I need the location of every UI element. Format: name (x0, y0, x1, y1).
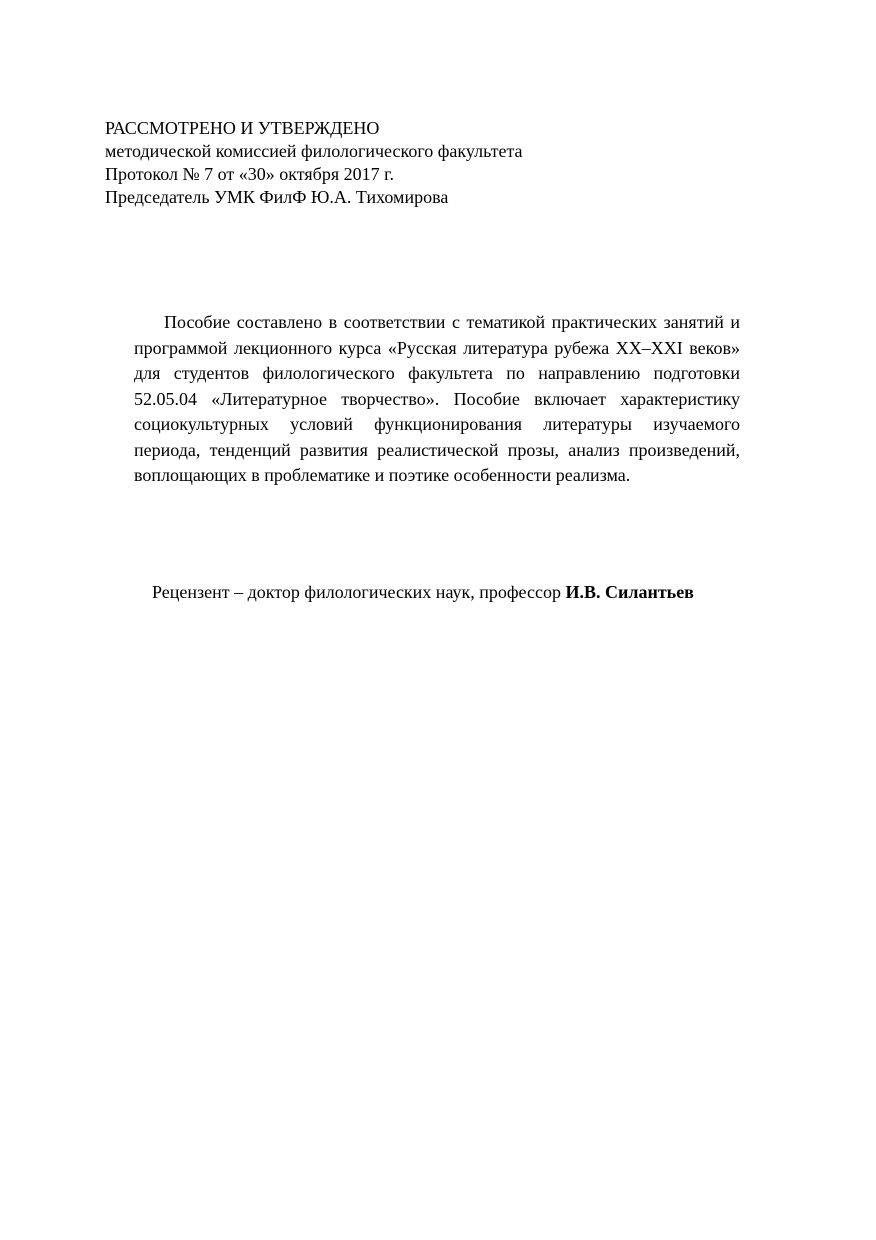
annotation-paragraph: Пособие составлено в соответствии с тематикой практических занятий и программой лекционного курса «Русская литература рубежа XX–XXI веков» для студентов филологического факультета по направлению подготовки 52.05.04 «Литературное творчество». Пособие включает характеристику социокультурных условий функционирования литературы изучаемого периода, тенденций развития реалистической прозы, анализ произведений, воплощающих в проблематике и поэтике особенности реализма. (134, 312, 740, 485)
approval-chairman: Председатель УМК ФилФ Ю.А. Тихомирова (105, 187, 449, 207)
reviewer-name: И.В. Силантьев (565, 582, 694, 602)
reviewer-text: Рецензент – доктор филологических наук, профессор (152, 582, 566, 602)
approval-commission: методической комиссией филологического факультета (105, 141, 523, 161)
approval-block (105, 117, 523, 209)
approval-title: РАССМОТРЕНО И УТВЕРЖДЕНО (105, 118, 380, 138)
annotation-block (134, 310, 740, 489)
approval-protocol: Протокол № 7 от «30» октября 2017 г. (105, 164, 394, 184)
reviewer-line (152, 581, 694, 604)
